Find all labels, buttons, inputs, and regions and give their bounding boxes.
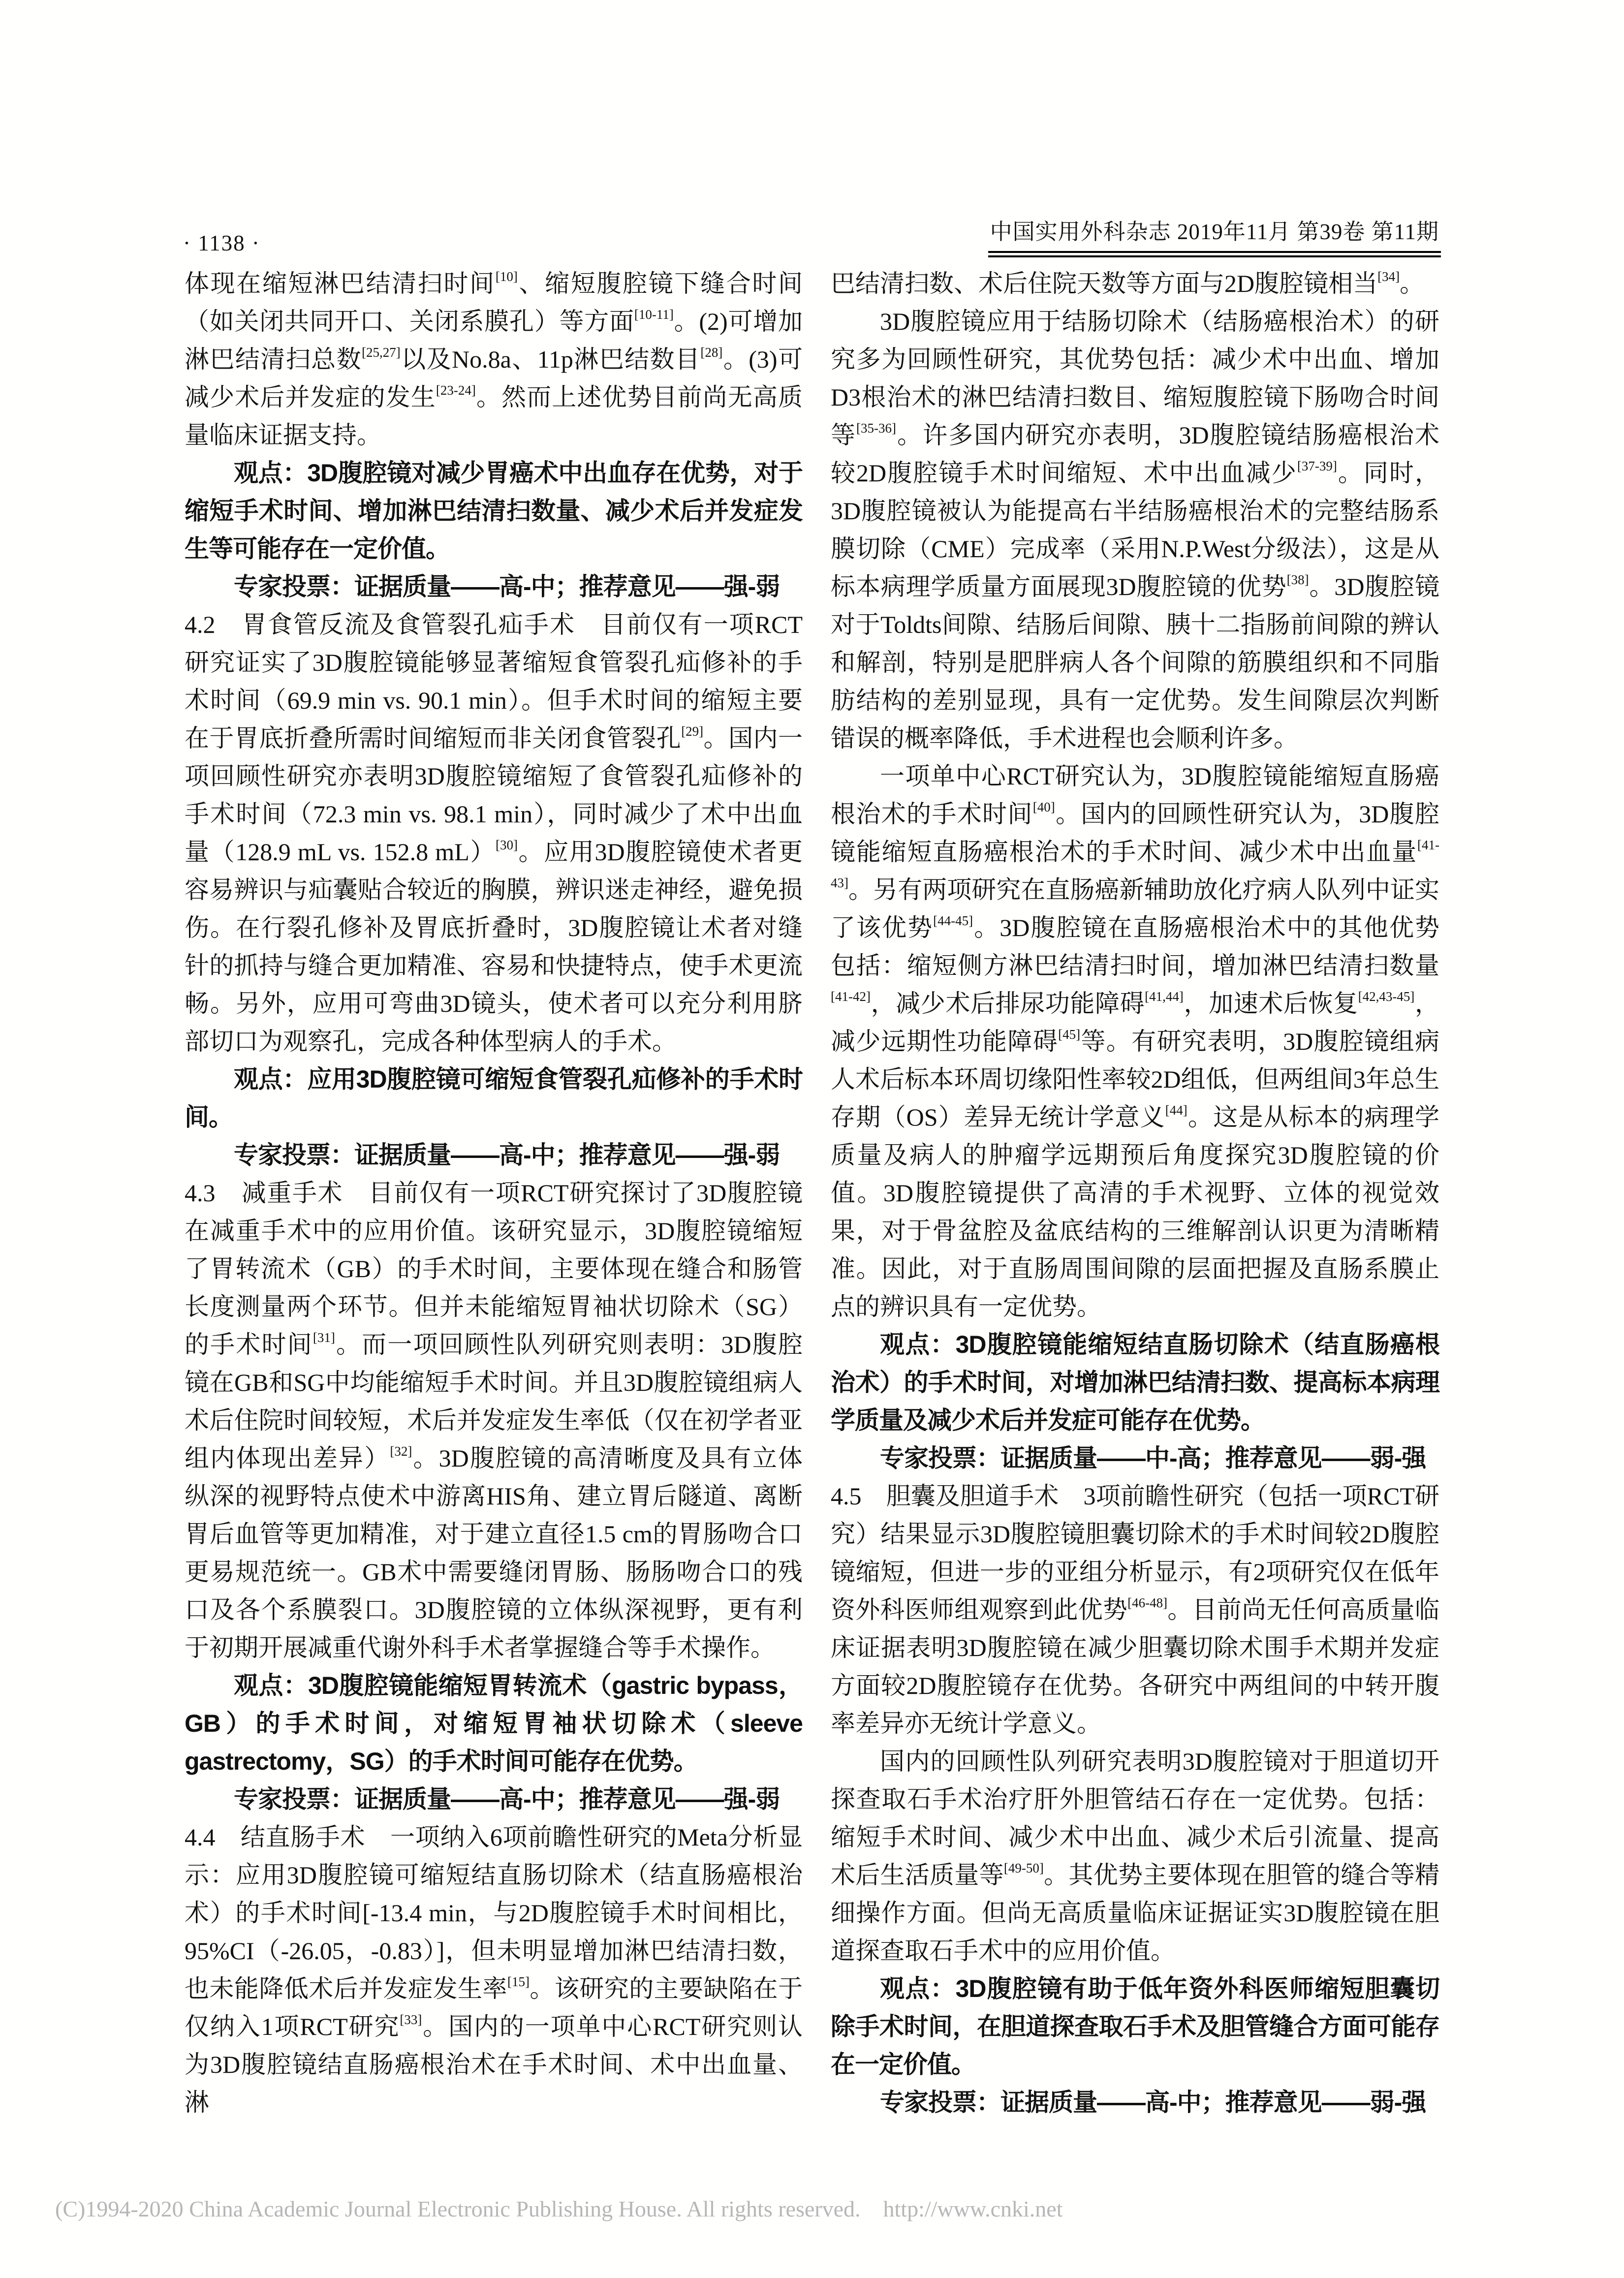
expert-vote-line: 专家投票：证据质量——高-中；推荐意见——强-弱 — [234, 1785, 780, 1813]
cnki-url: http://www.cnki.net — [883, 2196, 1063, 2221]
reference-superscript: [40] — [1032, 800, 1055, 814]
reference-superscript: [41,44] — [1145, 989, 1184, 1004]
page-footer — [55, 2196, 1571, 2222]
opinion-paragraph: 观点：3D腹腔镜对减少胃癌术中出血存在优势，对于缩短手术时间、增加淋巴结清扫数量、减少术后并发症发生等可能存在一定价值。 — [185, 459, 803, 562]
reference-superscript: [37-39] — [1297, 459, 1337, 473]
body-paragraph: 国内的回顾性队列研究表明3D腹腔镜对于胆道切开探查取石手术治疗肝外胆管结石存在一定优势。包括：缩短手术时间、减少术中出血、减少术后引流量、提高术后生活质量等[49-50]。其优势主要体现在胆管的缝合等精细操作方面。但尚无高质量临床证据证实3D腹腔镜在胆道探查取石手术中的应用价值。 — [831, 1748, 1440, 1965]
reference-superscript: [29] — [681, 724, 704, 739]
opinion-paragraph: 观点：应用3D腹腔镜可缩短食管裂孔疝修补的手术时间。 — [185, 1065, 803, 1131]
expert-vote-line: 专家投票：证据质量——高-中；推荐意见——强-弱 — [234, 573, 780, 600]
reference-superscript: [23-24] — [436, 383, 476, 398]
journal-title-line: 中国实用外科杂志 2019年11月 第39卷 第11期 — [988, 218, 1441, 257]
section-number: 4.3 — [185, 1179, 216, 1207]
section-number: 4.2 — [185, 611, 216, 638]
copyright-notice: (C)1994-2020 China Academic Journal Electronic Publishing House. All rights reserved. — [55, 2196, 861, 2221]
reference-superscript: [31] — [312, 1330, 335, 1345]
opinion-paragraph: 观点：3D腹腔镜有助于低年资外科医师缩短胆囊切除手术时间，在胆道探查取石手术及胆管缝合方面可能存在一定价值。 — [831, 1975, 1439, 2078]
reference-superscript: [32] — [390, 1444, 412, 1459]
reference-superscript: [45] — [1058, 1027, 1081, 1042]
page-number: · 1138 · — [183, 231, 260, 255]
reference-superscript: [44] — [1165, 1103, 1187, 1118]
section-title: 结直肠手术 — [240, 1823, 366, 1851]
reference-superscript: [44-45] — [933, 913, 973, 928]
body-paragraph: 巴结清扫数、术后住院天数等方面与2D腹腔镜相当[34]。 — [831, 269, 1425, 297]
section-title: 胃食管反流及食管裂孔疝手术 — [242, 611, 576, 638]
reference-superscript: [33] — [400, 2012, 422, 2027]
reference-superscript: [35-36] — [856, 421, 897, 436]
reference-superscript: [46-48] — [1127, 1595, 1168, 1610]
article-body — [185, 265, 1439, 2122]
section-number: 4.5 — [831, 1482, 862, 1510]
section-title: 减重手术 — [241, 1179, 344, 1207]
body-paragraph: 体现在缩短淋巴结清扫时间[10]、缩短腹腔镜下缝合时间（如关闭共同开口、关闭系膜孔）等方面[10-11]。(2)可增加淋巴结清扫总数[25,27]以及No.8a、11p淋巴结数目[28]。(3)可减少术后并发症的发生[23-24]。然而上述优势目前尚无高质量临床证据支持。 — [185, 269, 803, 449]
right-column — [831, 265, 1439, 2122]
section-paragraph: 4.4 结直肠手术 一项纳入6项前瞻性研究的Meta分析显示：应用3D腹腔镜可缩短结直肠切除术（结直肠癌根治术）的手术时间[-13.4 min，与2D腹腔镜手术时间相比，95%CI（-26.05，-0.83）]，但未明显增加淋巴结清扫数，也未能降低术后并发症发生率[15]。该研究的主要缺陷在于仅纳入1项RCT研究[33]。国内的一项单中心RCT研究则认为3D腹腔镜结直肠癌根治术在手术时间、术中出血量、淋 — [185, 1823, 803, 2116]
body-paragraph: 3D腹腔镜应用于结肠切除术（结肠癌根治术）的研究多为回顾性研究，其优势包括：减少术中出血、增加D3根治术的淋巴结清扫数目、缩短腹腔镜下肠吻合时间等[35-36]。许多国内研究亦表明，3D腹腔镜结肠癌根治术较2D腹腔镜手术时间缩短、术中出血减少[37-39]。同时，3D腹腔镜被认为能提高右半结肠癌根治术的完整结肠系膜切除（CME）完成率（采用N.P.West分级法），这是从标本病理学质量方面展现3D腹腔镜的优势[38]。3D腹腔镜对于Toldts间隙、结肠后间隙、胰十二指肠前间隙的辨认和解剖，特别是肥胖病人各个间隙的筋膜组织和不同脂肪结构的差别显现，具有一定优势。发生间隙层次判断错误的概率降低，手术进程也会顺利许多。 — [831, 308, 1440, 752]
expert-vote-line: 专家投票：证据质量——高-中；推荐意见——强-弱 — [234, 1141, 780, 1169]
reference-superscript: [42,43-45] — [1358, 989, 1415, 1004]
reference-superscript: [10-11] — [634, 307, 674, 322]
reference-superscript: [41-43] — [831, 838, 1439, 890]
section-title: 胆囊及胆道手术 — [886, 1482, 1059, 1510]
expert-vote-line: 专家投票：证据质量——高-中；推荐意见——弱-强 — [880, 2089, 1426, 2116]
opinion-paragraph: 观点：3D腹腔镜能缩短胃转流术（gastric bypass，GB）的手术时间，对缩短胃袖状切除术（sleeve gastrectomy，SG）的手术时间可能存在优势。 — [185, 1672, 803, 1775]
reference-superscript: [41-42] — [831, 989, 871, 1004]
section-paragraph: 4.2 胃食管反流及食管裂孔疝手术 目前仅有一项RCT研究证实了3D腹腔镜能够显著缩短食管裂孔疝修补的手术时间（69.9 min vs. 90.1 min）。但手术时间的缩短主要在于胃底折叠所需时间缩短而非关闭食管裂孔[29]。国内一项回顾性研究亦表明3D腹腔镜缩短了食管裂孔疝修补的手术时间（72.3 min vs. 98.1 min），同时减少了术中出血量（128.9 mL vs. 152.8 mL）[30]。应用3D腹腔镜使术者更容易辨识与疝囊贴合较近的胸膜，辨识迷走神经，避免损伤。在行裂孔修补及胃底折叠时，3D腹腔镜让术者对缝针的抓持与缝合更加精准、容易和快捷特点，使手术更流畅。另外，应用可弯曲3D镜头，使术者可以充分利用脐部切口为观察孔，完成各种体型病人的手术。 — [185, 611, 803, 1055]
reference-superscript: [30] — [496, 838, 518, 852]
reference-superscript: [38] — [1286, 572, 1309, 587]
reference-superscript: [34] — [1377, 269, 1400, 284]
opinion-paragraph: 观点：3D腹腔镜能缩短结直肠切除术（结直肠癌根治术）的手术时间，对增加淋巴结清扫数、提高标本病理学质量及减少术后并发症可能存在优势。 — [831, 1331, 1439, 1434]
reference-superscript: [49-50] — [1003, 1861, 1044, 1875]
expert-vote-line: 专家投票：证据质量——中-高；推荐意见——弱-强 — [880, 1444, 1426, 1472]
section-number: 4.4 — [185, 1823, 216, 1851]
reference-superscript: [25,27] — [362, 345, 401, 360]
page-header — [183, 218, 1441, 257]
section-paragraph: 4.5 胆囊及胆道手术 3项前瞻性研究（包括一项RCT研究）结果显示3D腹腔镜胆囊切除术的手术时间较2D腹腔镜缩短，但进一步的亚组分析显示，有2项研究仅在低年资外科医师组观察到此优势[46-48]。目前尚无任何高质量临床证据表明3D腹腔镜在减少胆囊切除术围手术期并发症方面较2D腹腔镜存在优势。各研究中两组间的中转开腹率差异亦无统计学意义。 — [831, 1482, 1440, 1737]
reference-superscript: [15] — [507, 1974, 530, 1989]
body-paragraph: 一项单中心RCT研究认为，3D腹腔镜能缩短直肠癌根治术的手术时间[40]。国内的回顾性研究认为，3D腹腔镜能缩短直肠癌根治术的手术时间、减少术中出血量[41-43]。另有两项研究在直肠癌新辅助放化疗病人队列中证实了该优势[44-45]。3D腹腔镜在直肠癌根治术中的其他优势包括：缩短侧方淋巴结清扫时间，增加淋巴结清扫数量[41-42]，减少术后排尿功能障碍[41,44]，加速术后恢复[42,43-45]，减少远期性功能障碍[45]等。有研究表明，3D腹腔镜组病人术后标本环周切缘阳性率较2D组低，但两组间3年总生存期（OS）差异无统计学意义[44]。这是从标本的病理学质量及病人的肿瘤学远期预后角度探究3D腹腔镜的价值。3D腹腔镜提供了高清的手术视野、立体的视觉效果，对于骨盆腔及盆底结构的三维解剖认识更为清晰精准。因此，对于直肠周围间隙的层面把握及直肠系膜止点的辨识具有一定优势。 — [831, 762, 1440, 1320]
section-paragraph: 4.3 减重手术 目前仅有一项RCT研究探讨了3D腹腔镜在减重手术中的应用价值。该研究显示，3D腹腔镜缩短了胃转流术（GB）的手术时间，主要体现在缝合和肠管长度测量两个环节。但并未能缩短胃袖状切除术（SG）的手术时间[31]。而一项回顾性队列研究则表明：3D腹腔镜在GB和SG中均能缩短手术时间。并且3D腹腔镜组病人术后住院时间较短，术后并发症发生率低（仅在初学者亚组内体现出差异）[32]。3D腹腔镜的高清晰度及具有立体纵深的视野特点使术中游离HIS角、建立胃后隧道、离断胃后血管等更加精准，对于建立直径1.5 cm的胃肠吻合口更易规范统一。GB术中需要缝闭胃肠、肠肠吻合口的残口及各个系膜裂口。3D腹腔镜的立体纵深视野，更有利于初期开展减重代谢外科手术者掌握缝合等手术操作。 — [185, 1179, 803, 1661]
reference-superscript: [28] — [700, 345, 723, 360]
left-column — [185, 265, 803, 2122]
reference-superscript: [10] — [495, 269, 518, 284]
